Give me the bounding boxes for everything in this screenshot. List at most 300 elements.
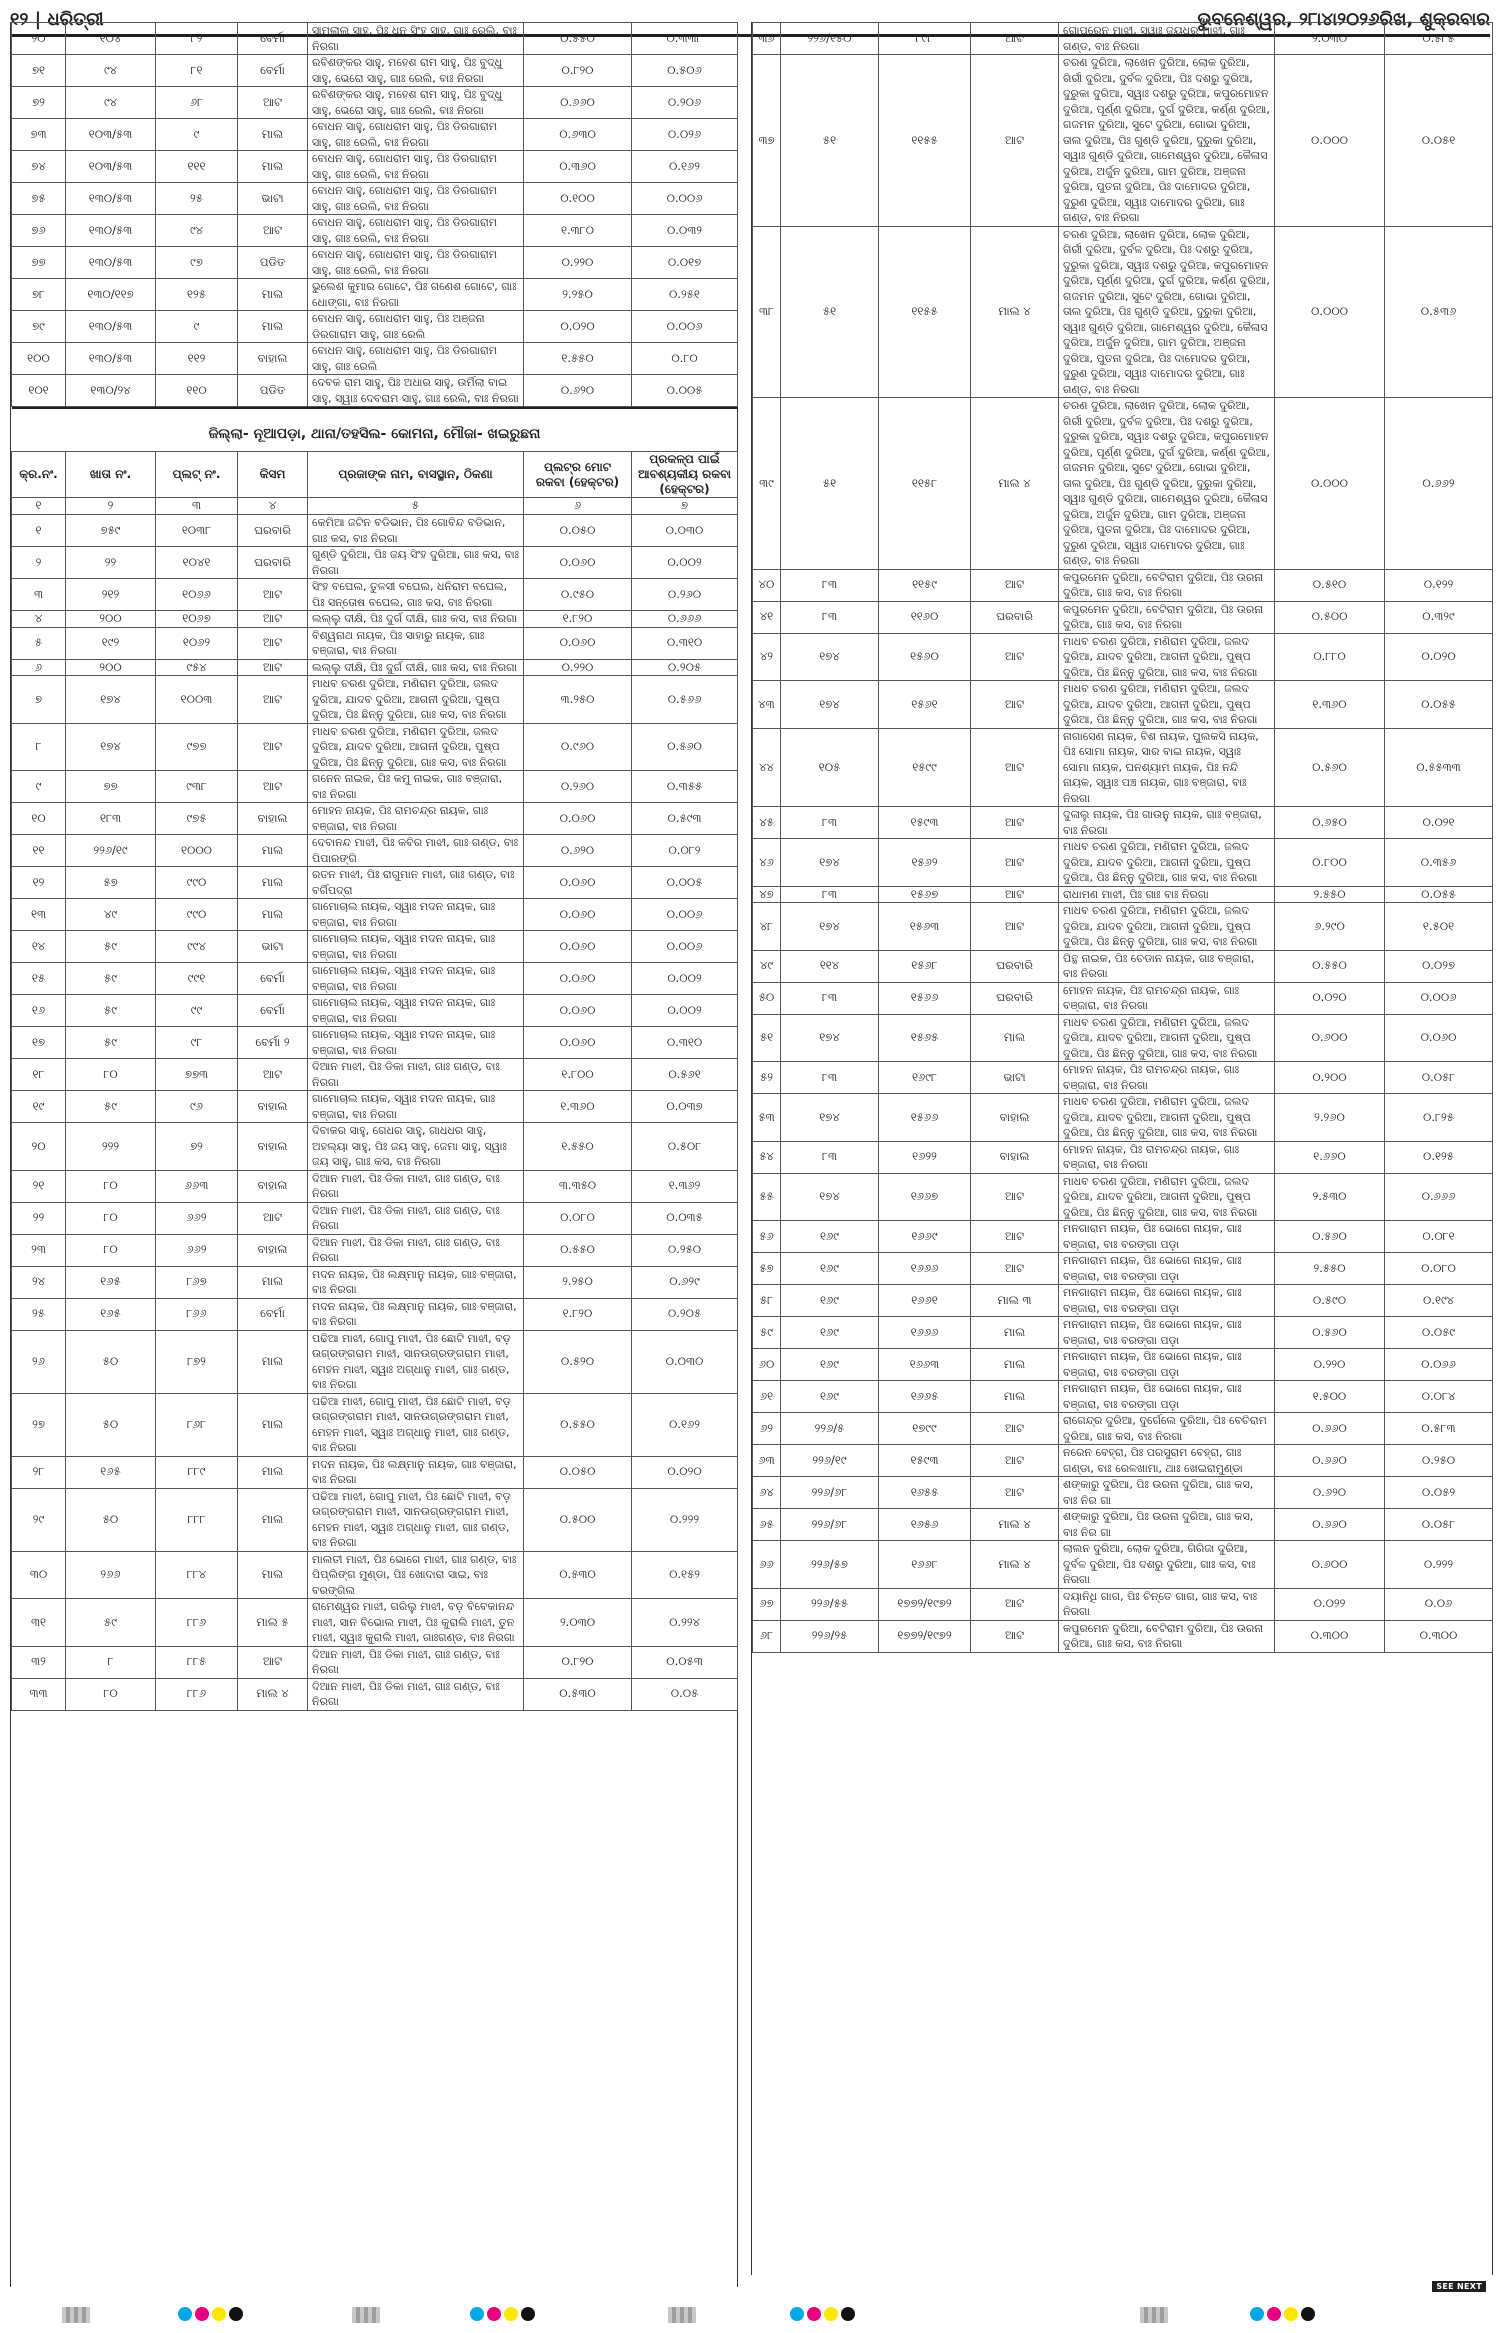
table-cell: ୪୦: [753, 569, 781, 601]
table-cell: ୧.୩୬୨: [632, 1170, 738, 1202]
table-cell: ୨୦୦: [66, 611, 156, 628]
table-cell: ୧୦୦୦: [156, 835, 238, 867]
table-cell: ଘରବାରି: [971, 601, 1059, 633]
table-cell: ୦.୨୨୦: [524, 247, 632, 279]
table-row: [753, 601, 1493, 633]
table-row: [12, 1551, 738, 1599]
table-row: [12, 119, 738, 151]
table-row: [12, 803, 738, 835]
table-cell: ୨୨୬/୫: [781, 1413, 879, 1445]
table-cell: ବୋଧନ ସାହୁ, ଗୋଧରାମ ସାହୁ, ପିଃ ଡିରଗାରାମ ସାହୁ, ଗାଃ ରେଲି, ବାଃ ନିରଗା: [308, 119, 524, 151]
table-row: [753, 226, 1493, 398]
table-cell: ୮୩: [781, 886, 879, 903]
table-cell: ମାଧବ ଚରଣ ଦୁରିଆ, ମଣିରାମ ଦୁରିଆ, ଜଲଦ ଦୁରିଆ, ଯାଦବ ଦୁରିଆ, ଆଗନୀ ଦୁରିଆ, ପୁଷ୍ପ ଦୁରିଆ, ପିଃ ଛିନ୍ନୁ ଦୁରିଆ, ଗାଃ କସ, ବାଃ ନିରଗା: [1059, 1173, 1275, 1221]
table-cell: ୧୭୪: [781, 681, 879, 729]
table-row: [753, 681, 1493, 729]
table-cell: ୦.୩୫୬: [1385, 839, 1493, 887]
table-cell: ୫୭: [66, 867, 156, 899]
magenta-dot: [487, 2307, 501, 2321]
grey-scale-mark: [62, 2307, 90, 2323]
table-row: [753, 1477, 1493, 1509]
table-cell: ଆଟ: [971, 903, 1059, 951]
magenta-dot: [807, 2307, 821, 2321]
yellow-dot: [824, 2307, 838, 2321]
table-row: [753, 728, 1493, 807]
table-cell: ୬୬୨: [156, 1234, 238, 1266]
table-cell: ୯୪: [66, 87, 156, 119]
table-cell: ୮୩: [781, 1141, 879, 1173]
table-cell: ଗାମୋଚାଲ ନାୟକ, ସ୍ୱାଃ ମଦନ ନାୟକ, ଗାଃ ବଞ୍ଜାରା, ବାଃ ନିରଗା: [308, 1027, 524, 1059]
table-cell: ୩.୨୫୦: [524, 676, 632, 724]
table-cell: ୦.୫୫୦: [524, 1234, 632, 1266]
table-cell: ୬୬୨: [156, 1202, 238, 1234]
table-cell: ୦.୫୯୩: [632, 803, 738, 835]
table-cell: ୦.୦୨୭: [1385, 950, 1493, 982]
table-cell: ୦.୦୮୨: [632, 835, 738, 867]
table-cell: ୧୭୭୨/୧୯୭୨: [879, 1588, 971, 1620]
table-cell: ଆଟ: [971, 1253, 1059, 1285]
table-cell: ୨୫: [12, 1298, 66, 1330]
table-cell: ୦.୫୧୦: [1275, 569, 1385, 601]
table-cell: ଦିବାକର ସାହୁ, ଗେଧର ସାହୁ, ଗାଧଧର ସାହୁ, ଅହଲ୍ୟା ସାହୁ, ପିଃ ଜୟ ସାହୁ, ଜେମା ସାହୁ, ସ୍ୱାଃ ଜୟ ସାହୁ, ଗାଃ କସ, ବାଃ ନିରଗା: [308, 1123, 524, 1171]
table-cell: ୨୯: [12, 1488, 66, 1551]
table-cell: ବୋଧନ ସାହୁ, ଗୋଧରାମ ସାହୁ, ପିଃ ଡିରଗାରାମ ସାହୁ, ଗାଃ ରେଲି, ବାଃ ନିରଗା: [308, 215, 524, 247]
table-cell: ୦.୦୬୦: [524, 899, 632, 931]
table-cell: ୯: [12, 771, 66, 803]
table-cell: ୧୬୬୬: [879, 1317, 971, 1349]
table-cell: ଲଲ୍ଲୁ ଦୀକ୍ଷି, ପିଃ ଦୁର୍ଗ ଦୀକ୍ଷି, ଗାଃ କସ, ବାଃ ନିରଗା: [308, 659, 524, 676]
table-cell: ୧୬୯୮: [879, 1062, 971, 1094]
table-cell: ୦.୫୬୦: [1275, 1221, 1385, 1253]
table-cell: ୭୨: [12, 87, 66, 119]
table-cell: ୧୬୯: [781, 1381, 879, 1413]
table-cell: ୧.୩୬୦: [524, 1091, 632, 1123]
table-cell: ୯: [156, 311, 238, 343]
table-cell: ଭାଟା: [238, 183, 308, 215]
table-cell: ୧୭୯୯: [879, 1413, 971, 1445]
yellow-dot: [1284, 2307, 1298, 2321]
table-cell: ୯୮: [156, 1027, 238, 1059]
table-cell: ୫୧: [781, 226, 879, 398]
table-cell: ୬୧: [753, 1381, 781, 1413]
table-cell: ୦.୨୬୦: [632, 579, 738, 611]
table-cell: ୦.୦୮୦: [524, 1202, 632, 1234]
table-cell: ୦.୫୩୦: [524, 1551, 632, 1599]
table-cell: ୧.୫୦୦: [1275, 1381, 1385, 1413]
table-cell: ୧୩୦/୫୩: [66, 343, 156, 375]
table-cell: ୮୮୫: [156, 1646, 238, 1678]
table-cell: ମାଲ ୩: [971, 1285, 1059, 1317]
table-cell: ୦.୦୦୬: [632, 931, 738, 963]
print-registration-bar: [0, 2295, 1500, 2333]
table-cell: ୮୩: [781, 982, 879, 1014]
table-cell: ବୋଧନ ସାହୁ, ଗୋଧରାମ ସାହୁ, ପିଃ ଡିରଗାରାମ ସାହୁ, ଗାଃ ରେଲି: [308, 343, 524, 375]
table-cell: ୦.୨୫୦: [1385, 1445, 1493, 1477]
table-cell: ୨୩: [12, 1234, 66, 1266]
table-cell: ୮୦: [66, 1059, 156, 1091]
table-cell: ୦.୦୦୬: [1385, 982, 1493, 1014]
table-cell: ୧୬୫୫: [879, 1477, 971, 1509]
table-cell: ଗୁଣ୍ଡି ଦୁରିଆ, ପିଃ ଜୟ ସିଂହ ଦୁରିଆ, ଗାଃ କସ, ବାଃ ନିରଗା: [308, 547, 524, 579]
table-cell: ସିଂହ ବଘେଲ, ତୁଳସୀ ବଘେଲ, ଧନିରାମ ବଘେଲ, ପିଃ ସନ୍ତୋଷ ବଘେଲ, ଗାଃ କସ, ବାଃ ନିରଗା: [308, 579, 524, 611]
cyan-dot: [178, 2307, 192, 2321]
table-cell: ୫୯: [66, 931, 156, 963]
table-cell: ଆଟ: [238, 1646, 308, 1678]
table-cell: ୧୭୭୨/୧୯୭୨: [879, 1620, 971, 1652]
magenta-dot: [1267, 2307, 1281, 2321]
col-index: ୧: [12, 498, 66, 515]
table-cell: ୧୬୫: [66, 1298, 156, 1330]
table-cell: ୨୦: [12, 1123, 66, 1171]
table-cell: ୪୯: [66, 899, 156, 931]
table-cell: ୦.୬୬୦: [1275, 1413, 1385, 1445]
table-row: [12, 23, 738, 55]
table-row: [12, 579, 738, 611]
table-row: [753, 1541, 1493, 1589]
table-cell: ୭୫୯: [66, 515, 156, 547]
table-cell: ୧୧୬୦: [879, 601, 971, 633]
table-cell: ମନଗାରାମ ନାୟକ, ପିଃ ଭୋଗେ ନାୟକ, ଗାଃ ବଞ୍ଜାରା, ବାଃ ବରଙ୍ଗା ପଡ଼ା: [1059, 1253, 1275, 1285]
table-cell: ୫୬: [753, 1221, 781, 1253]
table-row: [753, 903, 1493, 951]
table-cell: ୧୫୬୩: [879, 903, 971, 951]
table-cell: ୦.୬୨୯: [632, 1266, 738, 1298]
table-cell: ୦.୧୬୨: [632, 151, 738, 183]
table-row: [12, 676, 738, 724]
table-cell: ୨୨: [66, 547, 156, 579]
table-cell: ବାହାଲ: [238, 803, 308, 835]
table-cell: କପୁରମେନ ଦୁରିଆ, ବେଟିରାମ ଦୁରିଆ, ପିଃ ଉରନା ଦୁରିଆ, ଗାଃ କସ, ବାଃ ନିରଗା: [1059, 569, 1275, 601]
table-cell: ୦.୫୦୬: [632, 55, 738, 87]
table-row: [12, 1234, 738, 1266]
col-index: ୬: [524, 498, 632, 515]
table-cell: ୧୮: [12, 1059, 66, 1091]
table-cell: ୬.୨୯୦: [1275, 903, 1385, 951]
table-cell: ୦.୮୨୦: [524, 55, 632, 87]
table-cell: ୪୨: [753, 633, 781, 681]
table-cell: ୭୫: [12, 183, 66, 215]
table-cell: ୨୬୬: [66, 1551, 156, 1599]
table-cell: ୨୨୬/୧୫୦: [781, 23, 879, 55]
table-cell: ୦.୦୬୦: [524, 1027, 632, 1059]
table-cell: ୧୬୫: [66, 1456, 156, 1488]
table-cell: ୦.୦୫୦: [524, 1456, 632, 1488]
table-cell: ୧୬୬୯: [879, 1221, 971, 1253]
table-cell: ଦିଆନ ମାଝୀ, ପିଃ ଡିକା ମାଝୀ, ଗାଃ ଗଣ୍ଡ, ବାଃ ନିରଗା: [308, 1059, 524, 1091]
table-cell: ଆଟ: [971, 1445, 1059, 1477]
table-cell: ୧୭୪: [781, 1094, 879, 1142]
table-cell: ୫୯: [66, 963, 156, 995]
table-cell: ୮୩: [781, 601, 879, 633]
table-cell: ୦.୩୦୦: [1275, 1620, 1385, 1652]
table-cell: ୮୧: [156, 55, 238, 87]
table-cell: ୦.୬୦୦: [1275, 1541, 1385, 1589]
table-cell: ୦.୦୨୦: [524, 311, 632, 343]
table-cell: ୧୬୯: [781, 1221, 879, 1253]
table-cell: ୯୯୧: [156, 963, 238, 995]
table-cell: ୨୧: [12, 1170, 66, 1202]
table-row: [12, 1488, 738, 1551]
table-cell: ୦.୫୮୫: [1385, 23, 1493, 55]
table-cell: ୫୧: [781, 55, 879, 227]
table-cell: ୦.୧୨୫: [1385, 1141, 1493, 1173]
table-cell: ୦.୧୨୨: [1385, 569, 1493, 601]
table-row: [753, 1381, 1493, 1413]
table-cell: ୨୬: [12, 1330, 66, 1393]
table-cell: ୧୧୧: [156, 151, 238, 183]
table-cell: ବେର୍ମା: [238, 55, 308, 87]
table-cell: ଆଟ: [238, 771, 308, 803]
table-cell: ମନଗାରାମ ନାୟକ, ପିଃ ଭୋଗେ ନାୟକ, ଗାଃ ବଞ୍ଜାରା, ବାଃ ବରଙ୍ଗା ପଡ଼ା: [1059, 1349, 1275, 1381]
table-row: [12, 183, 738, 215]
table-row: [12, 1091, 738, 1123]
table-cell: ୨୨୬/୧୯: [781, 1445, 879, 1477]
table-cell: ରାଗେନ୍ଦ୍ର ଦୁରିଆ, ଦୁର୍ଗେଲେ ଦୁରିଆ, ପିଃ ବେଚିରାମ ଦୁରିଆ, ଗାଃ କସ, ବାଃ ନିରଗା: [1059, 1413, 1275, 1445]
table-cell: ୧୭୪: [66, 723, 156, 771]
table-cell: ୮୮୯: [156, 1456, 238, 1488]
table-cell: ୫୯: [753, 1317, 781, 1349]
table-cell: ବାହାଲ: [238, 1170, 308, 1202]
table-row: [753, 1221, 1493, 1253]
table-cell: ୩୨: [12, 1646, 66, 1678]
cyan-dot: [470, 2307, 484, 2321]
table-cell: ୧.୫୫୦: [524, 1123, 632, 1171]
table-cell: ୧୦: [12, 803, 66, 835]
table-cell: ଆଟ: [971, 681, 1059, 729]
table-cell: ୧.୬୬୦: [1275, 1141, 1385, 1173]
table-cell: ୧୫୬୬: [879, 982, 971, 1014]
table-cell: ୨୦: [12, 23, 66, 55]
table-row: [753, 1141, 1493, 1173]
col-index: ୩: [156, 498, 238, 515]
table-cell: ୫୩: [753, 1094, 781, 1142]
table-cell: ଘରବାରି: [971, 950, 1059, 982]
table-cell: ୧୭୪: [781, 839, 879, 887]
table-row: [12, 1646, 738, 1678]
table-cell: ୧୬୬୫: [879, 1381, 971, 1413]
col-index: ୨: [66, 498, 156, 515]
table-cell: ଗାମୋଚାଲ ନାୟକ, ସ୍ୱାଃ ମଦନ ନାୟକ, ଗାଃ ବଞ୍ଜାରା, ବାଃ ନିରଗା: [308, 899, 524, 931]
table-cell: ମାଲ: [238, 151, 308, 183]
table-cell: ୦.୬୫୦: [1275, 807, 1385, 839]
table-cell: ମାଲ ୪: [238, 1678, 308, 1710]
table-cell: ୧୩୦/୫୩: [66, 183, 156, 215]
table-cell: ୦.୫୦୦: [524, 1488, 632, 1551]
table-cell: ୬୪: [753, 1477, 781, 1509]
table-cell: ୨: [12, 547, 66, 579]
table-cell: ଭୁଲେଶ କୁମାର ଗୋଟେ, ପିଃ ଗଣେଶ ଗୋଟେ, ଗାଃ ଧୋଙ୍ଗା, ବାଃ ନିରଗା: [308, 279, 524, 311]
table-cell: ୮୩: [781, 807, 879, 839]
table-cell: ୧୬୯: [781, 1285, 879, 1317]
table-cell: ଆଟ: [238, 579, 308, 611]
table-cell: ୭୬: [12, 215, 66, 247]
table-cell: କପୁରମେନ ଦୁରିଆ, ବେଟିରାମ ଦୁରିଆ, ପିଃ ଉରନା ଦୁରିଆ, ଗାଃ କସ, ବାଃ ନିରଗା: [1059, 601, 1275, 633]
table-row: [753, 55, 1493, 227]
col-header: ପ୍ରକଳ୍ପ ପାଇଁ ଆବଶ୍ୟକୀୟ ରକବା (ହେକ୍ଟର): [632, 452, 738, 498]
table-cell: ୦.୫୫୦: [524, 1393, 632, 1456]
table-cell: ବାହାଲ: [238, 343, 308, 375]
table-cell: ୧୩୦/୫୩: [66, 311, 156, 343]
table-cell: ୦.୦୦୬: [632, 899, 738, 931]
color-registration-mark: [790, 2307, 855, 2323]
table-cell: ୦.୫୫୦: [524, 23, 632, 55]
table-cell: ମନଗାରାମ ନାୟକ, ପିଃ ଭୋଗେ ନାୟକ, ଗାଃ ବଞ୍ଜାରା, ବାଃ ବରଙ୍ଗା ପଡ଼ା: [1059, 1285, 1275, 1317]
table-cell: ୦.୦୦୬: [632, 311, 738, 343]
table-cell: ବାହାଲ: [238, 1123, 308, 1171]
table-cell: ୧୬୬୧: [879, 1285, 971, 1317]
table-cell: ୫: [12, 627, 66, 659]
table-row: [753, 398, 1493, 570]
table-cell: ୫୪: [753, 1141, 781, 1173]
table-cell: ୦.୦୬୦: [524, 867, 632, 899]
table-cell: ମାଲ ୪: [971, 398, 1059, 570]
table-cell: ୬୨: [753, 1413, 781, 1445]
table-cell: ମାଲ: [971, 1349, 1059, 1381]
table-cell: ମାଲ: [971, 1317, 1059, 1349]
table-cell: ମାଧବ ଚରଣ ଦୁରିଆ, ମଣିରାମ ଦୁରିଆ, ଜଲଦ ଦୁରିଆ, ଯାଦବ ଦୁରିଆ, ଆଗନୀ ଦୁରିଆ, ପୁଷ୍ପ ଦୁରିଆ, ପିଃ ଛିନ୍ନୁ ଦୁରିଆ, ଗାଃ କସ, ବାଃ ନିରଗା: [1059, 681, 1275, 729]
table-cell: ବେର୍ମା: [238, 1298, 308, 1330]
table-cell: ବାହାଲ: [971, 1094, 1059, 1142]
table-cell: ୦.୦୨୦: [632, 1456, 738, 1488]
table-cell: ୬: [12, 659, 66, 676]
table-cell: ୪୧: [753, 601, 781, 633]
table-cell: ୨୨୬/୫୭: [781, 1541, 879, 1589]
table-cell: ୦.୬୬୬: [1385, 1173, 1493, 1221]
table-row: [12, 1330, 738, 1393]
col-index: ୭: [632, 498, 738, 515]
table-cell: ଆଟ: [238, 723, 308, 771]
table-cell: ୫୦: [66, 1393, 156, 1456]
table-cell: ୦.୬୩୦: [524, 119, 632, 151]
table-cell: ମାଲ: [238, 1551, 308, 1599]
table-cell: ୦.୮୦: [632, 343, 738, 375]
yellow-dot: [504, 2307, 518, 2321]
table-row: [12, 627, 738, 659]
table-cell: ଲଲ୍ଲୁ ଦୀକ୍ଷି, ପିଃ ଦୁର୍ଗ ଦୀକ୍ଷି, ଗାଃ କସ, ବାଃ ନିରଗା: [308, 611, 524, 628]
table-cell: ମନଗାରାମ ନାୟକ, ପିଃ ଭୋଗେ ନାୟକ, ଗାଃ ବଞ୍ଜାରା, ବାଃ ବରଙ୍ଗା ପଡ଼ା: [1059, 1317, 1275, 1349]
table-cell: ୨୨: [12, 1202, 66, 1234]
table-cell: ଆଟ: [971, 569, 1059, 601]
table-row: [12, 215, 738, 247]
table-cell: ମାଲ: [238, 279, 308, 311]
table-row: [12, 995, 738, 1027]
table-cell: ଆଟ: [971, 23, 1059, 55]
table-cell: ବେର୍ମା: [238, 23, 308, 55]
table-cell: ନରେନ ବେହ୍ରା, ପିଃ ପରସୁରାମ ବେହ୍ରା, ଗାଃ ଗଣ୍ଡା, ବାଃ ରେଳଖାମା, ଥାଃ ଖେଇରାମୁଣ୍ଡା: [1059, 1445, 1275, 1477]
table-cell: ୧୫୬୮: [879, 950, 971, 982]
table-cell: ୯: [156, 119, 238, 151]
table-cell: ଗାମୋଚାଲ ନାୟକ, ସ୍ୱାଃ ମଦନ ନାୟକ, ଗାଃ ବଞ୍ଜାରା, ବାଃ ନିରଗା: [308, 1091, 524, 1123]
table-cell: ଦିଆନ ମାଝୀ, ପିଃ ଡିକା ମାଝୀ, ଗାଃ ଗଣ୍ଡ, ବାଃ ନିରଗା: [308, 1678, 524, 1710]
table-cell: ୦.୫୬୦: [632, 723, 738, 771]
table-cell: ୧୧୫୫: [879, 226, 971, 398]
table-cell: ଭାଟା: [971, 1062, 1059, 1094]
table-cell: ପିନ୍ଥ ନାଇକ, ପିଃ ଚେଡାନ ନାୟକ, ଗାଃ ବଞ୍ଜାରା, ବାଃ ନିରଗା: [1059, 950, 1275, 982]
table-row: [12, 1059, 738, 1091]
table-cell: ଗାମୋଚାଲ ନାୟକ, ସ୍ୱାଃ ମଦନ ନାୟକ, ଗାଃ ବଞ୍ଜାରା, ବାଃ ନିରଗା: [308, 963, 524, 995]
table-cell: ୧୫୬୧: [879, 681, 971, 729]
table-cell: ୧୨୫: [156, 279, 238, 311]
table-cell: ଆଟ: [971, 807, 1059, 839]
table-cell: ୦.୫୩୦: [524, 1678, 632, 1710]
table-cell: ମାଲତୀ ମାଝୀ, ପିଃ ଭୋଗେ ମାଝୀ, ଗାଃ ଗଣ୍ଡ, ବାଃ ପିପ୍ଲିଙ୍ଗ ମୁଣ୍ଡା, ପିଃ ଖୋଦାରା ସାଇ, ବାଃ ବରଙ୍ଗିଲ: [308, 1551, 524, 1599]
table-row: [12, 771, 738, 803]
table-row: [12, 1170, 738, 1202]
table-cell: ୧୬: [12, 995, 66, 1027]
table-cell: ମାଲ ୫: [238, 1599, 308, 1647]
table-cell: ୦.୮୦୦: [1275, 839, 1385, 887]
table-row: [753, 1094, 1493, 1142]
table-cell: ୦.୦୦୦: [1275, 55, 1385, 227]
table-cell: ୯୫୪: [156, 659, 238, 676]
table-cell: ୩୬: [753, 23, 781, 55]
table-cell: ୦.୩୩୮: [632, 23, 738, 55]
table-cell: ପଢିଆ ମାଝୀ, ଗୋପୁ ମାଝୀ, ପିଃ ଛୋଟି ମାଝୀ, ବଡ଼ ଉଗ୍ରଙ୍ଗରାମ ମାଝୀ, ସାନଉଗ୍ରଙ୍ଗରାମ ମାଝୀ, ମେହନ ମାଝୀ, ସ୍ୱାଃ ଅଗ୍ଧାନୁ ମାଝୀ, ଗାଃ ଗଣ୍ଡ, ବାଃ ନିରଗା: [308, 1330, 524, 1393]
table-cell: ଆଟ: [238, 1059, 308, 1091]
table-cell: ୧୬୯: [781, 1317, 879, 1349]
table-cell: ୦.୦୬୦: [1385, 1014, 1493, 1062]
table-cell: ୧୫୬୦: [879, 633, 971, 681]
table-cell: ପଢିଆ ମାଝୀ, ଗୋପୁ ମାଝୀ, ପିଃ ଛୋଟି ମାଝୀ, ବଡ଼ ଉଗ୍ରଙ୍ଗରାମ ମାଝୀ, ସାନଉଗ୍ରଙ୍ଗରାମ ମାଝୀ, ମେହନ ମାଝୀ, ସ୍ୱାଃ ଅଗ୍ଧାନୁ ମାଝୀ, ଗାଃ ଗଣ୍ଡ, ବାଃ ନିରଗା: [308, 1488, 524, 1551]
table-row: [753, 1445, 1493, 1477]
table-cell: ୩୦: [12, 1551, 66, 1599]
table-row: [12, 515, 738, 547]
table-cell: ୦.୦୫୦: [524, 515, 632, 547]
table-cell: ୦.୫୬୦: [1275, 1317, 1385, 1349]
table-cell: ମାଲ: [238, 311, 308, 343]
table-cell: ୦.୦୨୧: [1385, 807, 1493, 839]
table-cell: ୧୧୫୮: [879, 398, 971, 570]
table-cell: ୦.୧୬୨: [632, 1393, 738, 1456]
table-cell: ୨୭: [12, 1393, 66, 1456]
table-cell: ୧୧୨: [156, 343, 238, 375]
section-title-row: [12, 408, 738, 452]
table-cell: ୧.୫୦୧: [1385, 903, 1493, 951]
table-cell: ୧୫୬୭: [879, 886, 971, 903]
table-cell: ମାଧବ ଚରଣ ଦୁରିଆ, ମଣିରାମ ଦୁରିଆ, ଜଲଦ ଦୁରିଆ, ଯାଦବ ଦୁରିଆ, ଆଗନୀ ଦୁରିଆ, ପୁଷ୍ପ ଦୁରିଆ, ପିଃ ଛିନ୍ନୁ ଦୁରିଆ, ଗାଃ କସ, ବାଃ ନିରଗା: [308, 676, 524, 724]
table-cell: ୭୭: [66, 771, 156, 803]
table-cell: ଦେବାନନ୍ଦ ମାଝୀ, ପିଃ କବିର ମାଝୀ, ଗାଃ ଗଣ୍ଡ, ବାଃ ପିପାରଙ୍ଗି: [308, 835, 524, 867]
table-cell: ୦.୦୦୫: [632, 375, 738, 407]
table-row: [12, 1027, 738, 1059]
table-cell: ୦.୫୬୬: [632, 676, 738, 724]
table-row: [12, 1202, 738, 1234]
table-cell: ୦.୦୩୦: [632, 515, 738, 547]
table-cell: ୦.୬୨୦: [524, 375, 632, 407]
table-cell: ମନଗାରାମ ନାୟକ, ପିଃ ଭୋଗେ ନାୟକ, ଗାଃ ବଞ୍ଜାରା, ବାଃ ବରଙ୍ଗା ପଡ଼ା: [1059, 1221, 1275, 1253]
table-cell: ୦.୦୬: [1385, 1588, 1493, 1620]
table-cell: ୨.୨୫୦: [524, 279, 632, 311]
table-cell: ମାଧବ ଚରଣ ଦୁରିଆ, ମଣିରାମ ଦୁରିଆ, ଜଲଦ ଦୁରିଆ, ଯାଦବ ଦୁରିଆ, ଆଗନୀ ଦୁରିଆ, ପୁଷ୍ପ ଦୁରିଆ, ପିଃ ଛିନ୍ନୁ ଦୁରିଆ, ଗାଃ କସ, ବାଃ ନିରଗା: [1059, 839, 1275, 887]
column-index-row: [12, 498, 738, 515]
table-cell: ବୋଧନ ସାହୁ, ଗୋଧରାମ ସାହୁ, ପିଃ ଅଞ୍ଜନା ଡିରଗାରାମ ସାହୁ, ଗାଃ ରେଲି: [308, 311, 524, 343]
table-cell: ୪: [12, 611, 66, 628]
table-cell: ଆଟ: [971, 1221, 1059, 1253]
table-cell: ୫୨: [753, 1062, 781, 1094]
table-row: [12, 659, 738, 676]
table-cell: ମାଲ: [238, 899, 308, 931]
table-cell: ୯୭୫: [156, 803, 238, 835]
table-cell: ଗାମୋଚାଲ ନାୟକ, ସ୍ୱାଃ ମଦନ ନାୟକ, ଗାଃ ବଞ୍ଜାରା, ବାଃ ନିରଗା: [308, 995, 524, 1027]
table-cell: ୨.୨୫୦: [524, 1266, 632, 1298]
table-row: [753, 886, 1493, 903]
table-cell: ୦.୨୦୫: [632, 659, 738, 676]
table-cell: କପୁରମେନ ଦୁରିଆ, ବେଟିରାମ ଦୁରିଆ, ପିଃ ଉରନା ଦୁରିଆ, ଗାଃ କସ, ବାଃ ନିରଗା: [1059, 1620, 1275, 1652]
table-row: [12, 375, 738, 407]
table-cell: ୦.୦୦୨: [632, 547, 738, 579]
table-cell: ଘରବାରି: [971, 982, 1059, 1014]
table-cell: ୦.୬୨୦: [524, 835, 632, 867]
